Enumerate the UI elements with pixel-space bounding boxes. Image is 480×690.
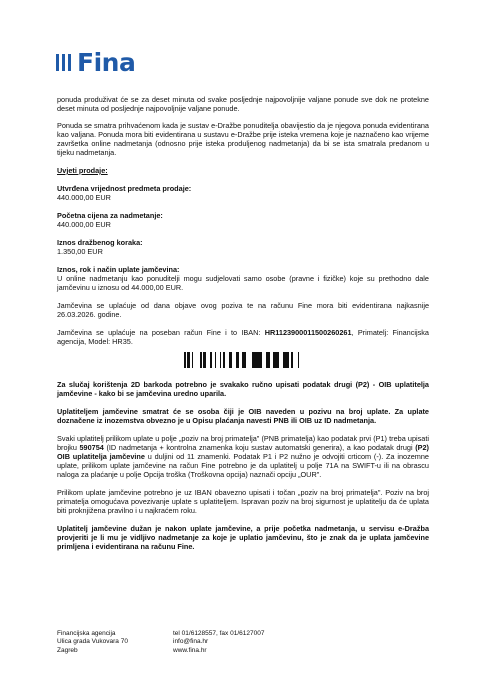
conditions-heading: Uvjeti prodaje: [57,166,108,175]
step-amount: 1.350,00 EUR [57,247,103,256]
footer-contact [173,630,429,655]
deposit-account-text [57,328,429,346]
barcode-note: Za slučaj korištenja 2D barkoda potrebno je svakako ručno upisati podatak drugi (P2) - OIB uplatitelja jamčevine - kako bi se jamčevina uredno uparila. [57,380,429,398]
paragraph-bid-acceptance: Ponuda se smatra prihvaćenom kada je sustav e-Dražbe ponuditelja obavijestio da je njegova ponuda evidentirana kao valjana. Ponuda mora biti evidentirana u sustavu e-Dražbe prije isteka vremena koje je naznačeno kao vrijeme završetka online nadmetanja (odnosno prije isteka produljenog nadmetanja) da bi se ista smatrala predanom u tijeku nadmetanja. [57,121,429,157]
deposit-label: Iznos, rok i način uplate jamčevina: [57,265,180,274]
start-price-amount: 440.000,00 EUR [57,220,111,229]
document-body [57,95,429,551]
footer-street: Ulica grada Vukovara 70 [57,638,128,646]
auction-id: 590754 [79,443,104,452]
account-suffix: , Primatelj: Financijska agencija, Model: HR35. [57,328,429,346]
footer-address [57,630,173,655]
2d-barcode [184,352,302,368]
iban-number: HR1123900011500260261 [264,328,352,337]
final-note: Uplatitelj jamčevine dužan je nakon uplate jamčevine, a prije početka nadmetanja, u servisu e-Dražba provjeriti je li mu je vidljivo nadmetanje za koje je uplatio jamčevinu, što je znak da je uplata jamčevine primljena i evidentirana na računu Fine. [57,524,429,551]
deposit-deadline-text: Jamčevina se uplaćuje od dana objave ovog poziva te na računu Fine mora biti evidentirana najkasnije 26.03.2026. godine. [57,301,429,319]
page-footer [57,630,429,655]
paragraph-bid-extension: ponuda produživat će se za deset minuta od svake posljednje najpovoljnije valjane ponude sve dok ne protekne deset minuta od posljednje najpovoljnije valjane ponude. [57,95,429,113]
pnb-text-1: Svaki uplatitelj prilikom uplate u polje „poziv na broj primatelja" (PNB primatelja) kao podatak prvi (P1) treba upisati brojku [57,434,429,452]
logo-text: Fina [77,48,136,77]
deposit-text: U online nadmetanju kao ponuditelji mogu sudjelovati samo osobe (pravne i fizičke) koje su prethodno dale jamčevinu u iznosu od 44.000,00 EUR. [57,274,429,292]
value-label: Utvrđena vrijednost predmeta prodaje: [57,184,192,193]
footer-city: Zagreb [57,646,78,654]
footer-email: info@fina.hr [173,638,209,646]
value-amount: 440.000,00 EUR [57,193,111,202]
step-label: Iznos dražbenog koraka: [57,238,143,247]
start-price-label: Početna cijena za nadmetanje: [57,211,163,220]
footer-org: Financijska agencija [57,630,116,637]
logo-bars-icon [56,54,71,71]
reference-instructions: Prilikom uplate jamčevine potrebno je uz IBAN obavezno upisati i točan „poziv na broj primatelja". Poziv na broj primatelja omogućava povezivanje uplate s uplatiteljem. Ispravan poziv na broj sigurnost je uplatitelju da će uplata biti proknjižena pravilno i u najkraćem roku. [57,488,429,515]
footer-web: www.fina.hr [173,646,207,654]
pnb-text-3: u duljini od 11 znamenki. Podatak P1 i P2 nužno je odvojiti crticom (-). Za inozemne uplate, prilikom uplate jamčevine na račun Fine potrebno je da uplatitelj u polje 71A na SWIFT-u ili na obrascu naloga za plaćanje u polje Opcija troška (Troškovna opcija) naznači opciju „OUR". [57,452,429,479]
account-prefix: Jamčevina se uplaćuje na poseban račun Fine i to IBAN: [57,328,265,337]
p2-label: (P2) OIB uplatitelja jamčevine [57,443,429,461]
payer-note: Uplatiteljem jamčevine smatrat će se osoba čiji je OIB naveden u pozivu na broj uplate. Za uplate doznačene iz inozemstva obvezno je u Opisu plaćanja navesti PNB ili OIB uz ID nadmetanja. [57,407,429,425]
footer-phone: tel 01/6128557, fax 01/6127007 [173,630,265,637]
pnb-text-2: (ID nadmetanja + kontrolna znamenka koju sustav automatski generira), a kao podatak drugi [103,443,416,452]
pnb-instructions [57,434,429,479]
fina-logo [56,50,135,75]
